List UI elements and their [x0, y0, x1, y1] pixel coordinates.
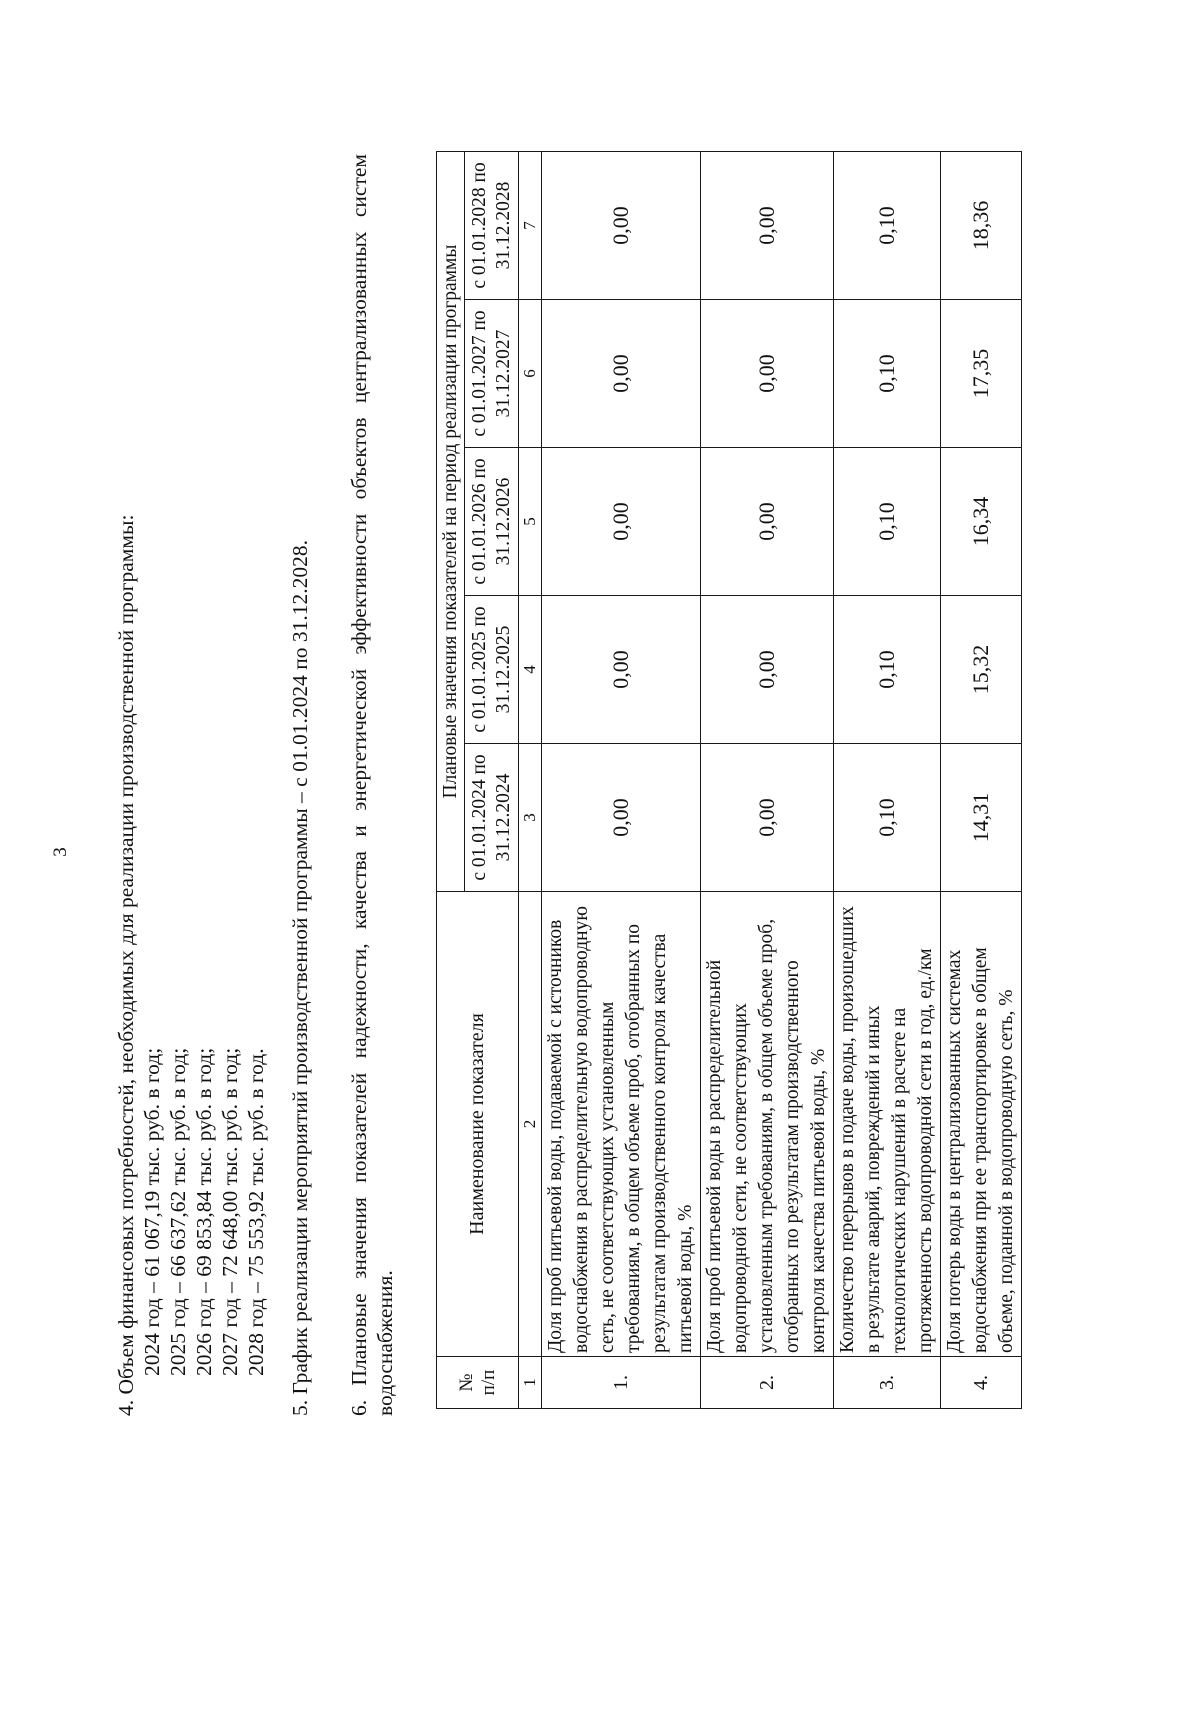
indicator-name: Количество перерывов в подаче воды, произошедших в результате аварий, повреждений и иных технологических нарушений в расчете на протяженность водопроводной сети в год, ед./км	[834, 892, 941, 1357]
financing-item-2028: 2028 год – 75 553,92 тыс. руб. в год.	[244, 1048, 268, 1376]
header-period-2024: с 01.01.2024 по 31.12.2024	[465, 744, 519, 892]
column-number-7: 7	[519, 151, 542, 299]
header-period-2025: с 01.01.2025 по 31.12.2025	[465, 596, 519, 744]
value-2024: 0,00	[542, 744, 701, 892]
value-2024: 0,10	[834, 744, 941, 892]
value-2026: 0,00	[542, 448, 701, 596]
value-2025: 0,00	[542, 596, 701, 744]
column-number-5: 5	[519, 448, 542, 596]
column-number-2: 2	[519, 892, 542, 1357]
section-6-line-2: водоснабжения.	[373, 1270, 397, 1416]
table-row	[542, 151, 701, 1408]
value-2024: 14,31	[941, 744, 1022, 892]
indicator-name: Доля потерь воды в централизованных системах водоснабжения при ее транспортировке в общем объеме, поданной в водопроводную сеть, %	[941, 892, 1022, 1357]
header-num-label: № п/п	[455, 1369, 499, 1396]
header-name: Наименование показателя	[437, 892, 519, 1357]
value-2026: 16,34	[941, 448, 1022, 596]
value-2027: 0,00	[542, 300, 701, 448]
row-number: 2.	[701, 1357, 834, 1409]
header-num	[437, 1357, 519, 1409]
row-number: 1.	[542, 1357, 701, 1409]
value-2027: 0,10	[834, 300, 941, 448]
value-2028: 0,10	[834, 151, 941, 299]
header-group: Плановые значения показателей на период реализации программы	[437, 151, 465, 891]
value-2026: 0,00	[701, 448, 834, 596]
indicators-table	[436, 151, 1022, 1409]
row-number: 3.	[834, 1357, 941, 1409]
value-2028: 0,00	[701, 151, 834, 299]
financing-item-2025: 2025 год – 66 637,62 тыс. руб. в год;	[166, 1047, 190, 1376]
table-row	[834, 151, 941, 1408]
column-number-3: 3	[519, 744, 542, 892]
row-number: 4.	[941, 1357, 1022, 1409]
value-2027: 0,00	[701, 300, 834, 448]
value-2027: 17,35	[941, 300, 1022, 448]
section-4-heading: 4. Объем финансовых потребностей, необходимых для реализации производственной программы:	[114, 514, 138, 1416]
value-2026: 0,10	[834, 448, 941, 596]
value-2024: 0,00	[701, 744, 834, 892]
financing-item-2026: 2026 год – 69 853,84 тыс. руб. в год;	[192, 1047, 216, 1376]
value-2028: 0,00	[542, 151, 701, 299]
header-period-2028: с 01.01.2028 по 31.12.2028	[465, 151, 519, 299]
indicator-name: Доля проб питьевой воды, подаваемой с источников водоснабжения в распределительную водопроводную сеть, не соответствующих установленным требованиям, в общем объеме проб, отобранных по результатам производственного контроля качества питьевой воды, %	[542, 892, 701, 1357]
column-number-1: 1	[519, 1357, 542, 1409]
value-2028: 18,36	[941, 151, 1022, 299]
value-2025: 15,32	[941, 596, 1022, 744]
financing-item-2027: 2027 год – 72 648,00 тыс. руб. в год;	[218, 1047, 242, 1376]
table-row	[941, 151, 1022, 1408]
table-row	[701, 151, 834, 1408]
value-2025: 0,10	[834, 596, 941, 744]
section-6-line-1: 6. Плановые значения показателей надежности, качества и энергетической эффективности объектов централизованных систем	[347, 154, 371, 1416]
header-period-2026: с 01.01.2026 по 31.12.2026	[465, 448, 519, 596]
value-2025: 0,00	[701, 596, 834, 744]
indicator-name: Доля проб питьевой воды в распределительной водопроводной сети, не соответствующих установленным требованиям, в общем объеме проб, отобранных по результатам производственного контроля качества питьевой воды, %	[701, 892, 834, 1357]
page-number: 3	[50, 847, 71, 857]
financing-item-2024: 2024 год – 61 067,19 тыс. руб. в год;	[140, 1047, 164, 1376]
column-number-6: 6	[519, 300, 542, 448]
section-5-text: 5. График реализации мероприятий производственной программы – с 01.01.2024 по 31.12.2028.	[288, 540, 312, 1416]
header-period-2027: с 01.01.2027 по 31.12.2027	[465, 300, 519, 448]
column-number-4: 4	[519, 596, 542, 744]
